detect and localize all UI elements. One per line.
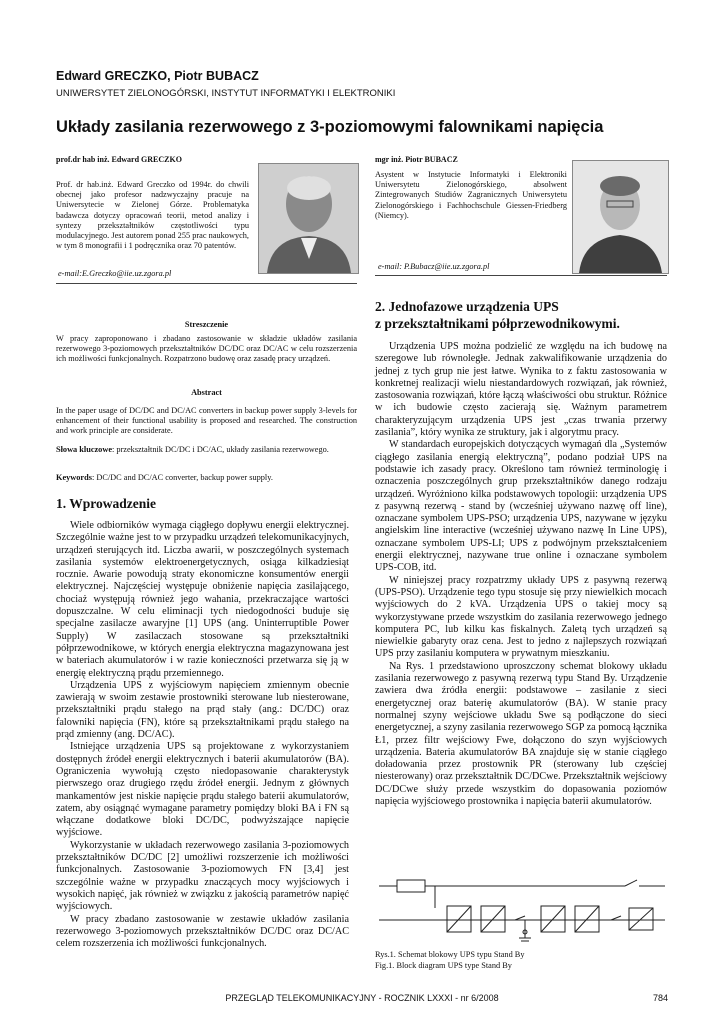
section1-body	[56, 520, 349, 950]
abstract-pl-text: W pracy zaproponowano i zbadano zastosowanie w składzie układów zasilania rezerwowego 3-poziomowych przekształtników DC/DC oraz DC/AC w celu rozszerzenia ich możliwości funkcjonalnych. Rozpatrzono budowę oraz zasadę pracy urządzeń.	[56, 334, 357, 364]
paragraph: Istniejące urządzenia UPS są projektowane z wykorzystaniem dostępnych źródeł energii elektrycznych i baterii akumulatorów (BA). Ograniczenia wywołują często niedopasowanie charakterystyk pierwszego oraz drugiego rzędu źródeł energii. Jednym z głównych mankamentów jest niskie napięcie prądu stałego baterii akumulatorów, zatem, aby osiągnąć wymagane parametry pomiędzy bloki BA i FN są włączane dodatkowe bloki DC/DC, podwyższające napięcie wyjściowe.	[56, 741, 349, 839]
paragraph: Wiele odbiorników wymaga ciągłego dopływu energii elektrycznej. Szczególnie ważne jest to w przypadku urządzeń telekomunikacyjnych, urządzeń sterujących itd. Liczba awarii, w poszczególnych systemach zasilania systemów elektroenergetycznych, osiąga kilkadziesiąt rocznie. Awarie powodują straty ekonomiczne konsumentów energii elektrycznej. Najczęściej występuje obniżenie napięcia zasilającego, chociaż występują również jego wahania, przekraczające wartości dopuszczalne. W celu eliminacji tych niedogodności buduje się specjalne zasilacze awaryjne [1] UPS (ang. Uninterruptible Power Supply) W zasilaczach stosowane są przekształtniki półprzewodnikowe, w których energia elektryczna magazynowana jest w bateriach akumulatorów i w razie konieczności przetwarza się ją w energię elektryczną prądu przemiennego.	[56, 520, 349, 679]
abstract-en-heading: Abstract	[191, 388, 222, 397]
authors: Edward GRECZKO, Piotr BUBACZ	[56, 69, 259, 83]
paragraph: W pracy zbadano zastosowanie w zestawie układów zasilania rezerwowego 3-poziomowych przekształtników DC/DC oraz DC/AC celem rozszerzenia ich możliwości funkcjonalnych.	[56, 913, 349, 950]
paragraph: Urządzenia UPS z wyjściowym napięciem zmiennym obecnie zawierają w swoim zestawie prostowniki sterowane lub niesterowane, przekształtniki prądu stałego na prąd stały (ang.: DC/DC) oraz falowniki napięcia (FN), które są przekształtnikami prądu stałego na prąd zmienny (ang. DC/AC).	[56, 679, 349, 741]
paragraph: W niniejszej pracy rozpatrzmy układy UPS z pasywną rezerwą (UPS-PSO). Urządzenie tego typu stosuje się przy niewielkich mocach wyjściowych do 2 kVA. Urządzenia UPS o takiej mocy są wykorzystywane przede wszystkim do zasilania rezerwowego jednego komputera PC, lub kilku kas fiskalnych. Zaletą tych urządzeń są niewielkie gabaryty oraz cena. Jest to jedno z najlepszych rozwiązań UPS przy zasilaniu komputera w prywatnym mieszkaniu.	[375, 574, 667, 660]
section2-heading-line1: 2. Jednofazowe urządzenia UPS	[375, 299, 559, 314]
figure-caption-pl: Rys.1. Schemat blokowy UPS typu Stand By	[375, 950, 525, 959]
section2-heading	[375, 298, 620, 332]
author1-bio: Prof. dr hab.inż. Edward Greczko od 1994r. do chwili obecnej jako profesor nadzwyczajny pracuje na Uniwersytecie w Zielonej Górze. Problematyka badawcza dotyczy opracowań teorii, metod analizy i syntezy przekształtników częstotliwości typu modulacyjnego. Jest autorem ponad 255 prac naukowych, w tym 8 monografii i 1 podręcznika oraz 70 patentów.	[56, 180, 249, 251]
keywords-en-label: Keywords	[56, 473, 92, 482]
author2-photo	[572, 160, 669, 274]
paragraph: Wykorzystanie w układach rezerwowego zasilania 3-poziomowych przekształtników DC/DC [2] umożliwi rozszerzenie ich możliwości funkcjonalnych. Zastosowanie 3-poziomowych FN [3,4] jest szczególnie ważne w przypadku znaczących mocy wyjściowych i wysokich napięć, jak również w związku z jakością parametrów napięć wyjściowych.	[56, 839, 349, 913]
page-title: Układy zasilania rezerwowego z 3-poziomowymi falownikami napięcia	[56, 118, 604, 136]
keywords-pl	[56, 445, 357, 455]
keywords-en-text: : DC/DC and DC/AC converter, backup power supply.	[91, 473, 273, 482]
affiliation: UNIWERSYTET ZIELONOGÓRSKI, INSTYTUT INFORMATYKI I ELEKTRONIKI	[56, 88, 396, 99]
author1-name: prof.dr hab inż. Edward GRECZKO	[56, 155, 182, 164]
divider	[56, 283, 357, 284]
keywords-en	[56, 473, 357, 483]
divider	[375, 275, 667, 276]
keywords-pl-label: Słowa kluczowe	[56, 445, 113, 454]
abstract-pl-heading: Streszczenie	[184, 320, 229, 329]
author1-email: e-mail:E.Greczko@iie.uz.zgora.pl	[58, 269, 172, 278]
footer-journal: PRZEGLĄD TELEKOMUNIKACYJNY - ROCZNIK LXXXI - nr 6/2008	[225, 993, 499, 1003]
page-number: 784	[653, 993, 669, 1003]
keywords-pl-text: : przekształtnik DC/DC i DC/AC, układy zasilania rezerwowego.	[112, 445, 329, 454]
author2-name: mgr inż. Piotr BUBACZ	[375, 155, 458, 164]
author2-bio: Asystent w Instytucie Informatyki i Elektroniki Uniwersytetu Zielonogórskiego, absolwent Zintegrowanych Studiów Zagranicznych Uniwersytetu Zielonogórskiego i Fachhochschule Giessen-Friedberg (Niemcy).	[375, 170, 567, 220]
author2-email: e-mail: P.Bubacz@iie.uz.zgora.pl	[378, 262, 490, 271]
paragraph: W standardach europejskich dotyczących wymagań dla „Systemów ciągłego zasilania energią elektryczną”, podano podział UPS na podstawie ich zasady pracy. Określono tam również terminologię i oznaczenia poszczególnych grup przekształtników danego rodzaju urządzeń. Wyróżniono kilka podstawowych topologii: urządzenia UPS z pasywną rezerwą - stand by (wcześniej używano nazwę off line), oznaczane symbolem UPS-PSO; urządzenia UPS, nazywane w języku angielskim line interactive (wcześniej używano nazwę In Line UPS), oznaczane symbolem UPS-LI; UPS z podwójnym przekształceniem energii elektrycznej, nazywane true online i oznaczane symbolem UPS-COB, itd.	[375, 439, 667, 574]
author1-photo	[258, 163, 359, 274]
section2-body	[375, 341, 667, 808]
abstract-en-text: In the paper usage of DC/DC and DC/AC converters in backup power supply 3-levels for enhancement of their functional usability is proposed and researched. The construction and work principle are considerate.	[56, 406, 357, 436]
section2-heading-line2: z przekształtnikami półprzewodnikowymi.	[375, 316, 620, 331]
paragraph: Na Rys. 1 przedstawiono uproszczony schemat blokowy układu zasilania rezerwowego z pasywną rezerwą typu Stand By. Urządzenie zawiera dwa źródła energii: podstawowe – zasilanie z sieci energetycznej oraz baterię akumulatorów (BA). W stanie pracy normalnej szyny wejściowe układu Swe są podłączone do sieci energetycznej, a szyny zasilania rezerwowego SGP za pomocą łącznika Ł1, przez filtr wejściowy Fwe, dołączono do szyn wyjściowych urządzenia. Bateria akumulatorów BA znajduje się w stanie ciągłego doładowania przez prostownik PR (sterowany lub częściej niesterowany) oraz przekształtnik DC/DCwe. Przekształtnik wejściowy DC/DCwe służy przede wszystkim do dopasowania poziomów napięcia wyjściowego prostownika i napięcia baterii akumulatorów.	[375, 660, 667, 807]
figure-caption	[375, 950, 524, 971]
paragraph: Urządzenia UPS można podzielić ze względu na ich budowę na szeregowe lub równoległe. Jednak zakwalifikowanie urządzenia do jednej z tych grup nie jest łatwe. Wynika to z faktu zastosowania w konkretnej realizacji wielu niestandardowych rozwiązań, jak również, zastosowania rozwiązań, które łączą właściwości obu struktur. Różnice w ich budowie często zacierają się. Ważnym parametrem charakteryzującym urządzenia UPS jest „czas trwania przerwy zasilania”, który wynika ze struktury, jak i algorytmu pracy.	[375, 341, 667, 439]
figure-caption-en: Fig.1. Block diagram UPS type Stand By	[375, 960, 512, 970]
block-diagram	[375, 872, 667, 944]
section1-heading: 1. Wprowadzenie	[56, 496, 157, 511]
